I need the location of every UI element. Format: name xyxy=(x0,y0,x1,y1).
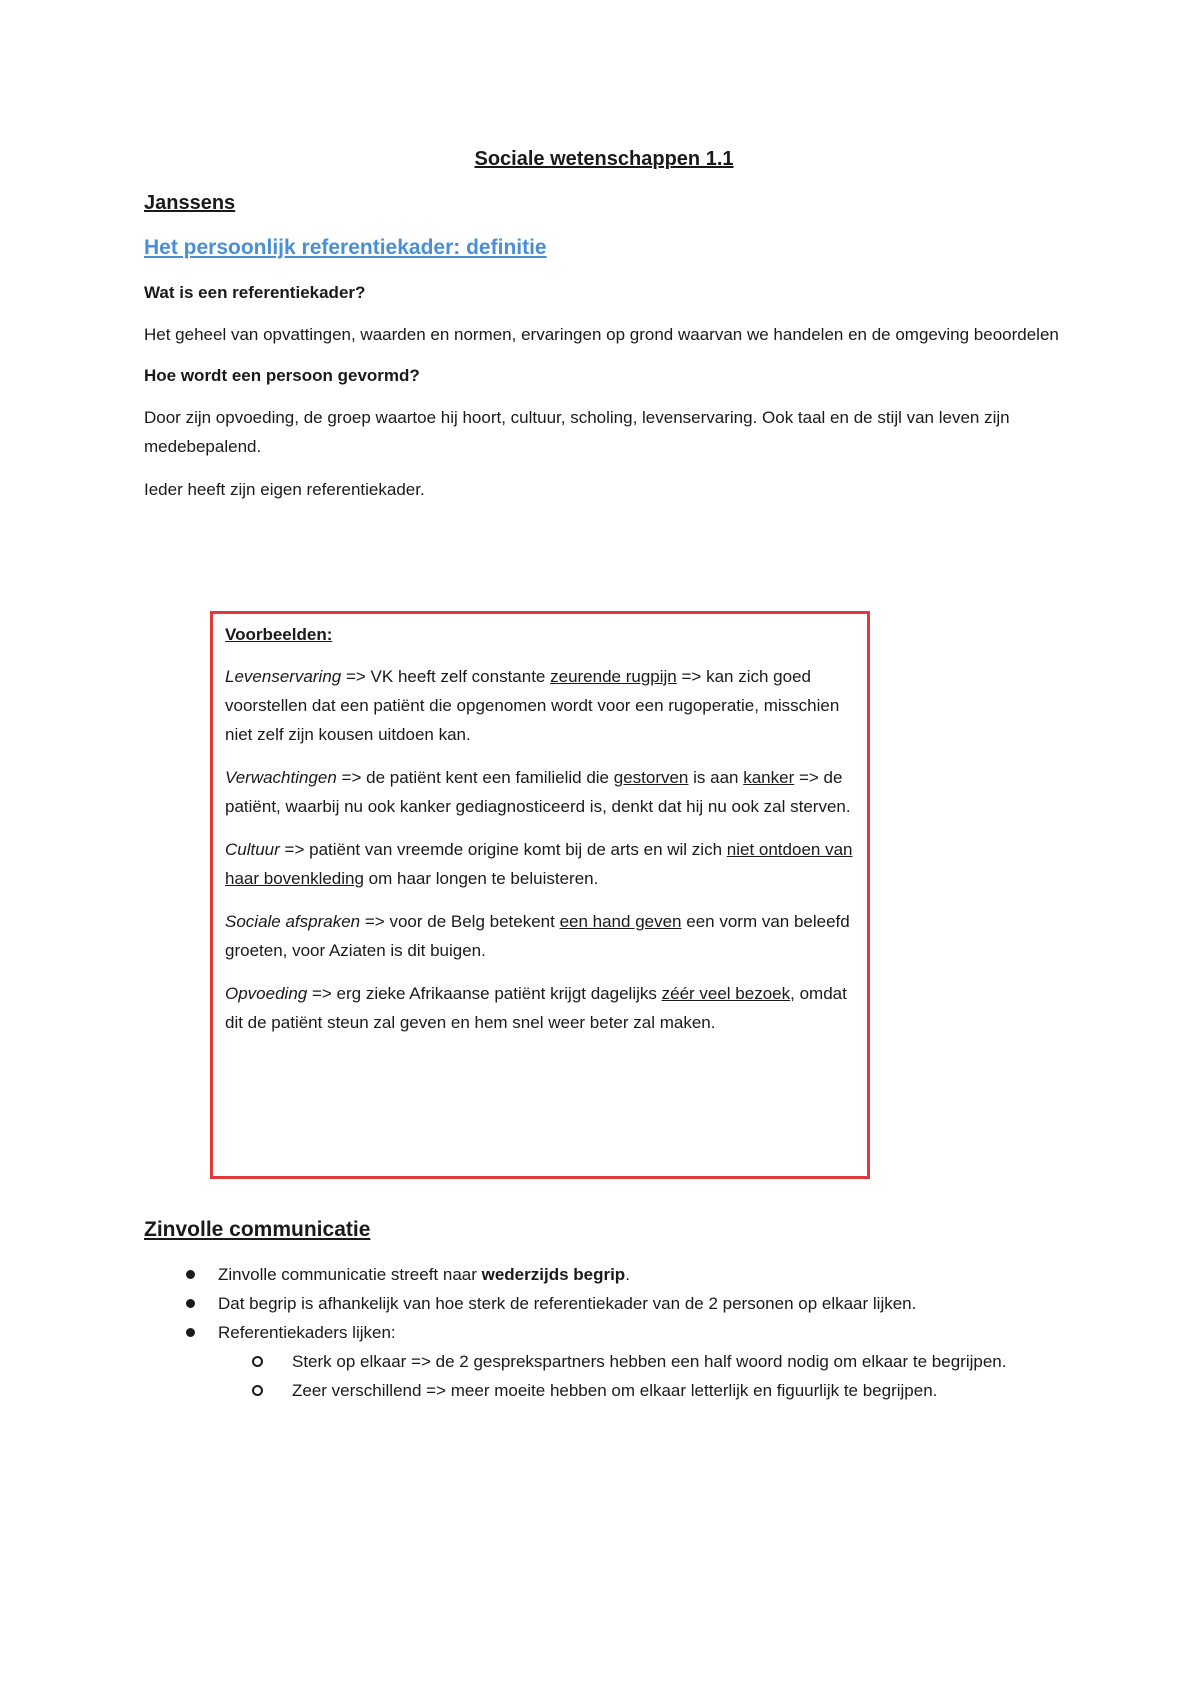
example-underlined-text: gestorven xyxy=(613,768,689,787)
bullet-list xyxy=(144,1260,1064,1405)
example-underlined-text: niet ontdoen van haar bovenkleding xyxy=(225,840,853,888)
section-definition xyxy=(144,146,1064,518)
example-text: => de patiënt kent een familielid die xyxy=(336,768,614,787)
example-text: => voor de Belg betekent xyxy=(360,912,560,931)
example-text: is aan xyxy=(688,768,744,787)
bullet-dot-icon xyxy=(186,1299,195,1308)
example-label: Opvoeding xyxy=(225,984,308,1003)
example-text: => de patiënt, waarbij nu ook kanker gediagnosticeerd is, denkt dat hij nu ook zal sterven. xyxy=(225,768,851,816)
list-item-text: . xyxy=(625,1265,630,1284)
list-item-text: Dat begrip is afhankelijk van hoe sterk de referentiekader van de 2 personen op elkaar lijken. xyxy=(218,1294,917,1313)
examples-title: Voorbeelden: xyxy=(225,625,333,644)
example-text: om haar longen te beluisteren. xyxy=(363,869,599,888)
bullet-dot-icon xyxy=(186,1328,195,1337)
question-gevormd: Hoe wordt een persoon gevormd? xyxy=(144,366,420,385)
section-zinvolle-communicatie xyxy=(144,1216,1064,1405)
example-underlined-text: zeurende rugpijn xyxy=(550,667,677,686)
example-cultuur xyxy=(225,835,861,893)
example-verwachtingen xyxy=(225,763,861,821)
example-label: Sociale afspraken xyxy=(225,912,361,931)
answer-gevormd: Door zijn opvoeding, de groep waartoe hij hoort, cultuur, scholing, levenservaring. Ook taal en de stijl van leven zijn medebepalend. xyxy=(144,408,1010,456)
sub-list-item-text: Zeer verschillend => meer moeite hebben om elkaar letterlijk en figuurlijk te begrijpen. xyxy=(292,1381,938,1400)
examples-box xyxy=(210,611,870,1179)
sub-list-item-text: Sterk op elkaar => de 2 gesprekspartners hebben een half woord nodig om elkaar te begrijpen. xyxy=(292,1352,1007,1371)
sub-list-item xyxy=(218,1376,1064,1405)
example-underlined-text: een hand geven xyxy=(559,912,682,931)
example-underlined-text: zéér veel bezoek xyxy=(661,984,791,1003)
answer-referentiekader: Het geheel van opvattingen, waarden en normen, ervaringen op grond waarvan we handelen en de omgeving beoordelen xyxy=(144,325,1059,344)
document-title: Sociale wetenschappen 1.1 xyxy=(474,148,734,170)
example-label: Cultuur xyxy=(225,840,280,859)
list-item-text: Referentiekaders lijken: xyxy=(218,1323,396,1342)
statement-eigen-referentiekader: Ieder heeft zijn eigen referentiekader. xyxy=(144,480,425,499)
question-referentiekader: Wat is een referentiekader? xyxy=(144,283,366,302)
section-heading-referentiekader: Het persoonlijk referentiekader: definitie xyxy=(144,236,547,259)
list-item-text: Zinvolle communicatie streeft naar xyxy=(218,1265,482,1284)
example-text: een vorm van beleefd groeten, voor Aziaten is dit buigen. xyxy=(225,912,850,960)
example-levenservaring xyxy=(225,662,861,749)
list-item xyxy=(144,1260,1064,1289)
sub-list-item xyxy=(218,1347,1064,1376)
list-item xyxy=(144,1289,1064,1318)
example-text: => kan zich goed voorstellen dat een patiënt die opgenomen wordt voor een rugoperatie, misschien niet zelf zijn kousen uitdoen kan. xyxy=(225,667,840,744)
example-opvoeding xyxy=(225,979,861,1037)
list-item-bold-text: wederzijds begrip xyxy=(481,1265,626,1284)
author-heading: Janssens xyxy=(144,192,236,214)
example-underlined-text: kanker xyxy=(743,768,795,787)
example-text: , omdat dit de patiënt steun zal geven en hem snel weer beter zal maken. xyxy=(225,984,847,1032)
list-item xyxy=(144,1318,1064,1405)
bullet-dot-icon xyxy=(186,1270,195,1279)
example-label: Levenservaring xyxy=(225,667,342,686)
example-label: Verwachtingen xyxy=(225,768,337,787)
sub-bullet-list xyxy=(218,1347,1064,1405)
bullet-circle-icon xyxy=(252,1356,263,1367)
example-text: => erg zieke Afrikaanse patiënt krijgt dagelijks xyxy=(307,984,662,1003)
examples-content xyxy=(225,622,861,1051)
bullet-circle-icon xyxy=(252,1385,263,1396)
example-sociale-afspraken xyxy=(225,907,861,965)
example-text: => VK heeft zelf constante xyxy=(341,667,551,686)
section-heading-communicatie: Zinvolle communicatie xyxy=(144,1218,371,1241)
example-text: => patiënt van vreemde origine komt bij de arts en wil zich xyxy=(279,840,727,859)
